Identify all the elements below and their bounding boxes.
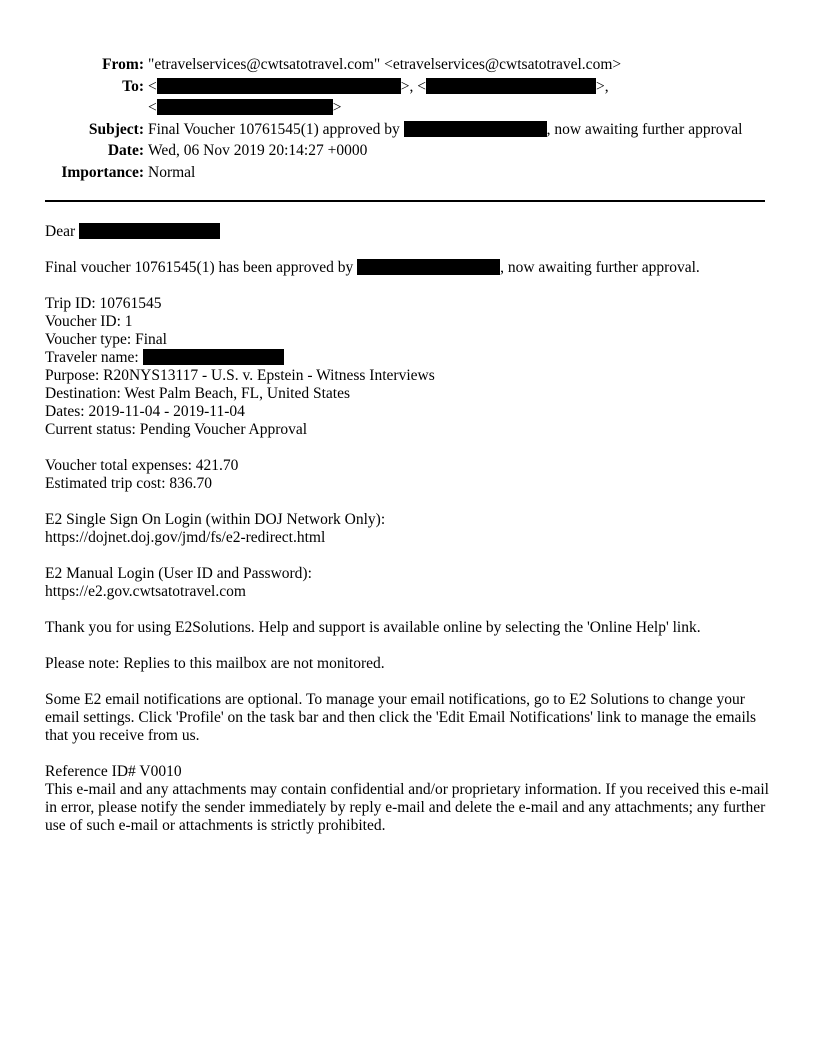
- purpose: Purpose: R20NYS13117 - U.S. v. Epstein - Witness Interviews: [45, 367, 435, 384]
- subject-label: Subject:: [88, 120, 144, 138]
- redaction-block: [357, 259, 500, 275]
- to-bracket-open: <: [148, 99, 157, 116]
- estimated-cost: Estimated trip cost: 836.70: [45, 475, 213, 492]
- redaction-block: [426, 78, 596, 94]
- date-label: Date:: [107, 142, 144, 159]
- from-row: [45, 54, 770, 76]
- destination: Destination: West Palm Beach, FL, United States: [45, 385, 350, 402]
- to-bracket-open: <: [148, 77, 157, 95]
- email-body: [45, 223, 773, 853]
- redaction-block: [143, 349, 284, 365]
- traveler-label: Traveler name:: [45, 349, 139, 366]
- to-separator: >, <: [400, 77, 426, 95]
- cost-summary: [45, 457, 773, 493]
- date-row: [45, 140, 770, 162]
- current-status: Current status: Pending Voucher Approval: [45, 421, 308, 438]
- footer: [45, 763, 773, 835]
- importance-row: [45, 162, 770, 184]
- redaction-block: [157, 99, 333, 115]
- redaction-block: [157, 78, 401, 94]
- greeting: [45, 223, 773, 241]
- approval-line: [45, 259, 773, 277]
- reference-id: Reference ID# V0010: [45, 763, 182, 780]
- subject-value: [148, 119, 770, 141]
- importance-value: Normal: [148, 163, 196, 181]
- redaction-block: [79, 223, 220, 239]
- manual-label: E2 Manual Login (User ID and Password):: [45, 565, 312, 582]
- manual-login: [45, 565, 773, 601]
- dates: Dates: 2019-11-04 - 2019-11-04: [45, 403, 245, 420]
- approval-text: Final voucher 10761545(1) has been approved by: [45, 259, 354, 276]
- email-header: [45, 54, 770, 183]
- notifications-paragraph: Some E2 email notifications are optional. To manage your email notifications, go to E2 Solutions to change your email settings. Click 'Profile' on the task bar and then click the 'Edit Email Notifications' link to manage the emails that you receive from us.: [45, 691, 757, 744]
- redaction-block: [404, 121, 547, 137]
- from-value: "etravelservices@cwtsatotravel.com" <etravelservices@cwtsatotravel.com>: [148, 56, 622, 73]
- date-value: Wed, 06 Nov 2019 20:14:27 +0000: [148, 142, 368, 159]
- sso-login: [45, 511, 773, 547]
- to-row: [45, 76, 770, 119]
- importance-label: Importance:: [61, 163, 144, 181]
- trip-details: [45, 295, 773, 439]
- to-bracket-close: >: [332, 99, 342, 116]
- subject-suffix: , now awaiting further approval: [546, 120, 743, 138]
- voucher-type: Voucher type: Final: [45, 331, 167, 348]
- to-bracket-close-comma: >,: [595, 77, 609, 95]
- from-label: From:: [102, 56, 144, 73]
- to-label: To:: [122, 77, 144, 95]
- sso-label: E2 Single Sign On Login (within DOJ Network Only):: [45, 511, 386, 528]
- voucher-total: Voucher total expenses: 421.70: [45, 457, 239, 474]
- mailbox-note: Please note: Replies to this mailbox are not monitored.: [45, 655, 385, 672]
- to-value: [148, 76, 770, 119]
- voucher-id: Voucher ID: 1: [45, 313, 133, 330]
- thanks-paragraph: Thank you for using E2Solutions. Help and support is available online by selecting the 'Online Help' link.: [45, 619, 701, 636]
- header-divider: [45, 200, 765, 202]
- subject-text: Final Voucher 10761545(1) approved by: [148, 120, 400, 138]
- trip-id: Trip ID: 10761545: [45, 295, 162, 312]
- approval-suffix: , now awaiting further approval.: [500, 259, 700, 276]
- greeting-text: Dear: [45, 223, 76, 240]
- manual-url[interactable]: https://e2.gov.cwtsatotravel.com: [45, 583, 246, 600]
- sso-url[interactable]: https://dojnet.doj.gov/jmd/fs/e2-redirect.html: [45, 529, 326, 546]
- disclaimer: This e-mail and any attachments may contain confidential and/or proprietary information. If you received this e-mail in error, please notify the sender immediately by reply e-mail and delete the e-mail and any attachments; any further use of such e-mail or attachments is strictly prohibited.: [45, 781, 769, 834]
- traveler-name: [45, 349, 773, 367]
- subject-row: [45, 119, 770, 141]
